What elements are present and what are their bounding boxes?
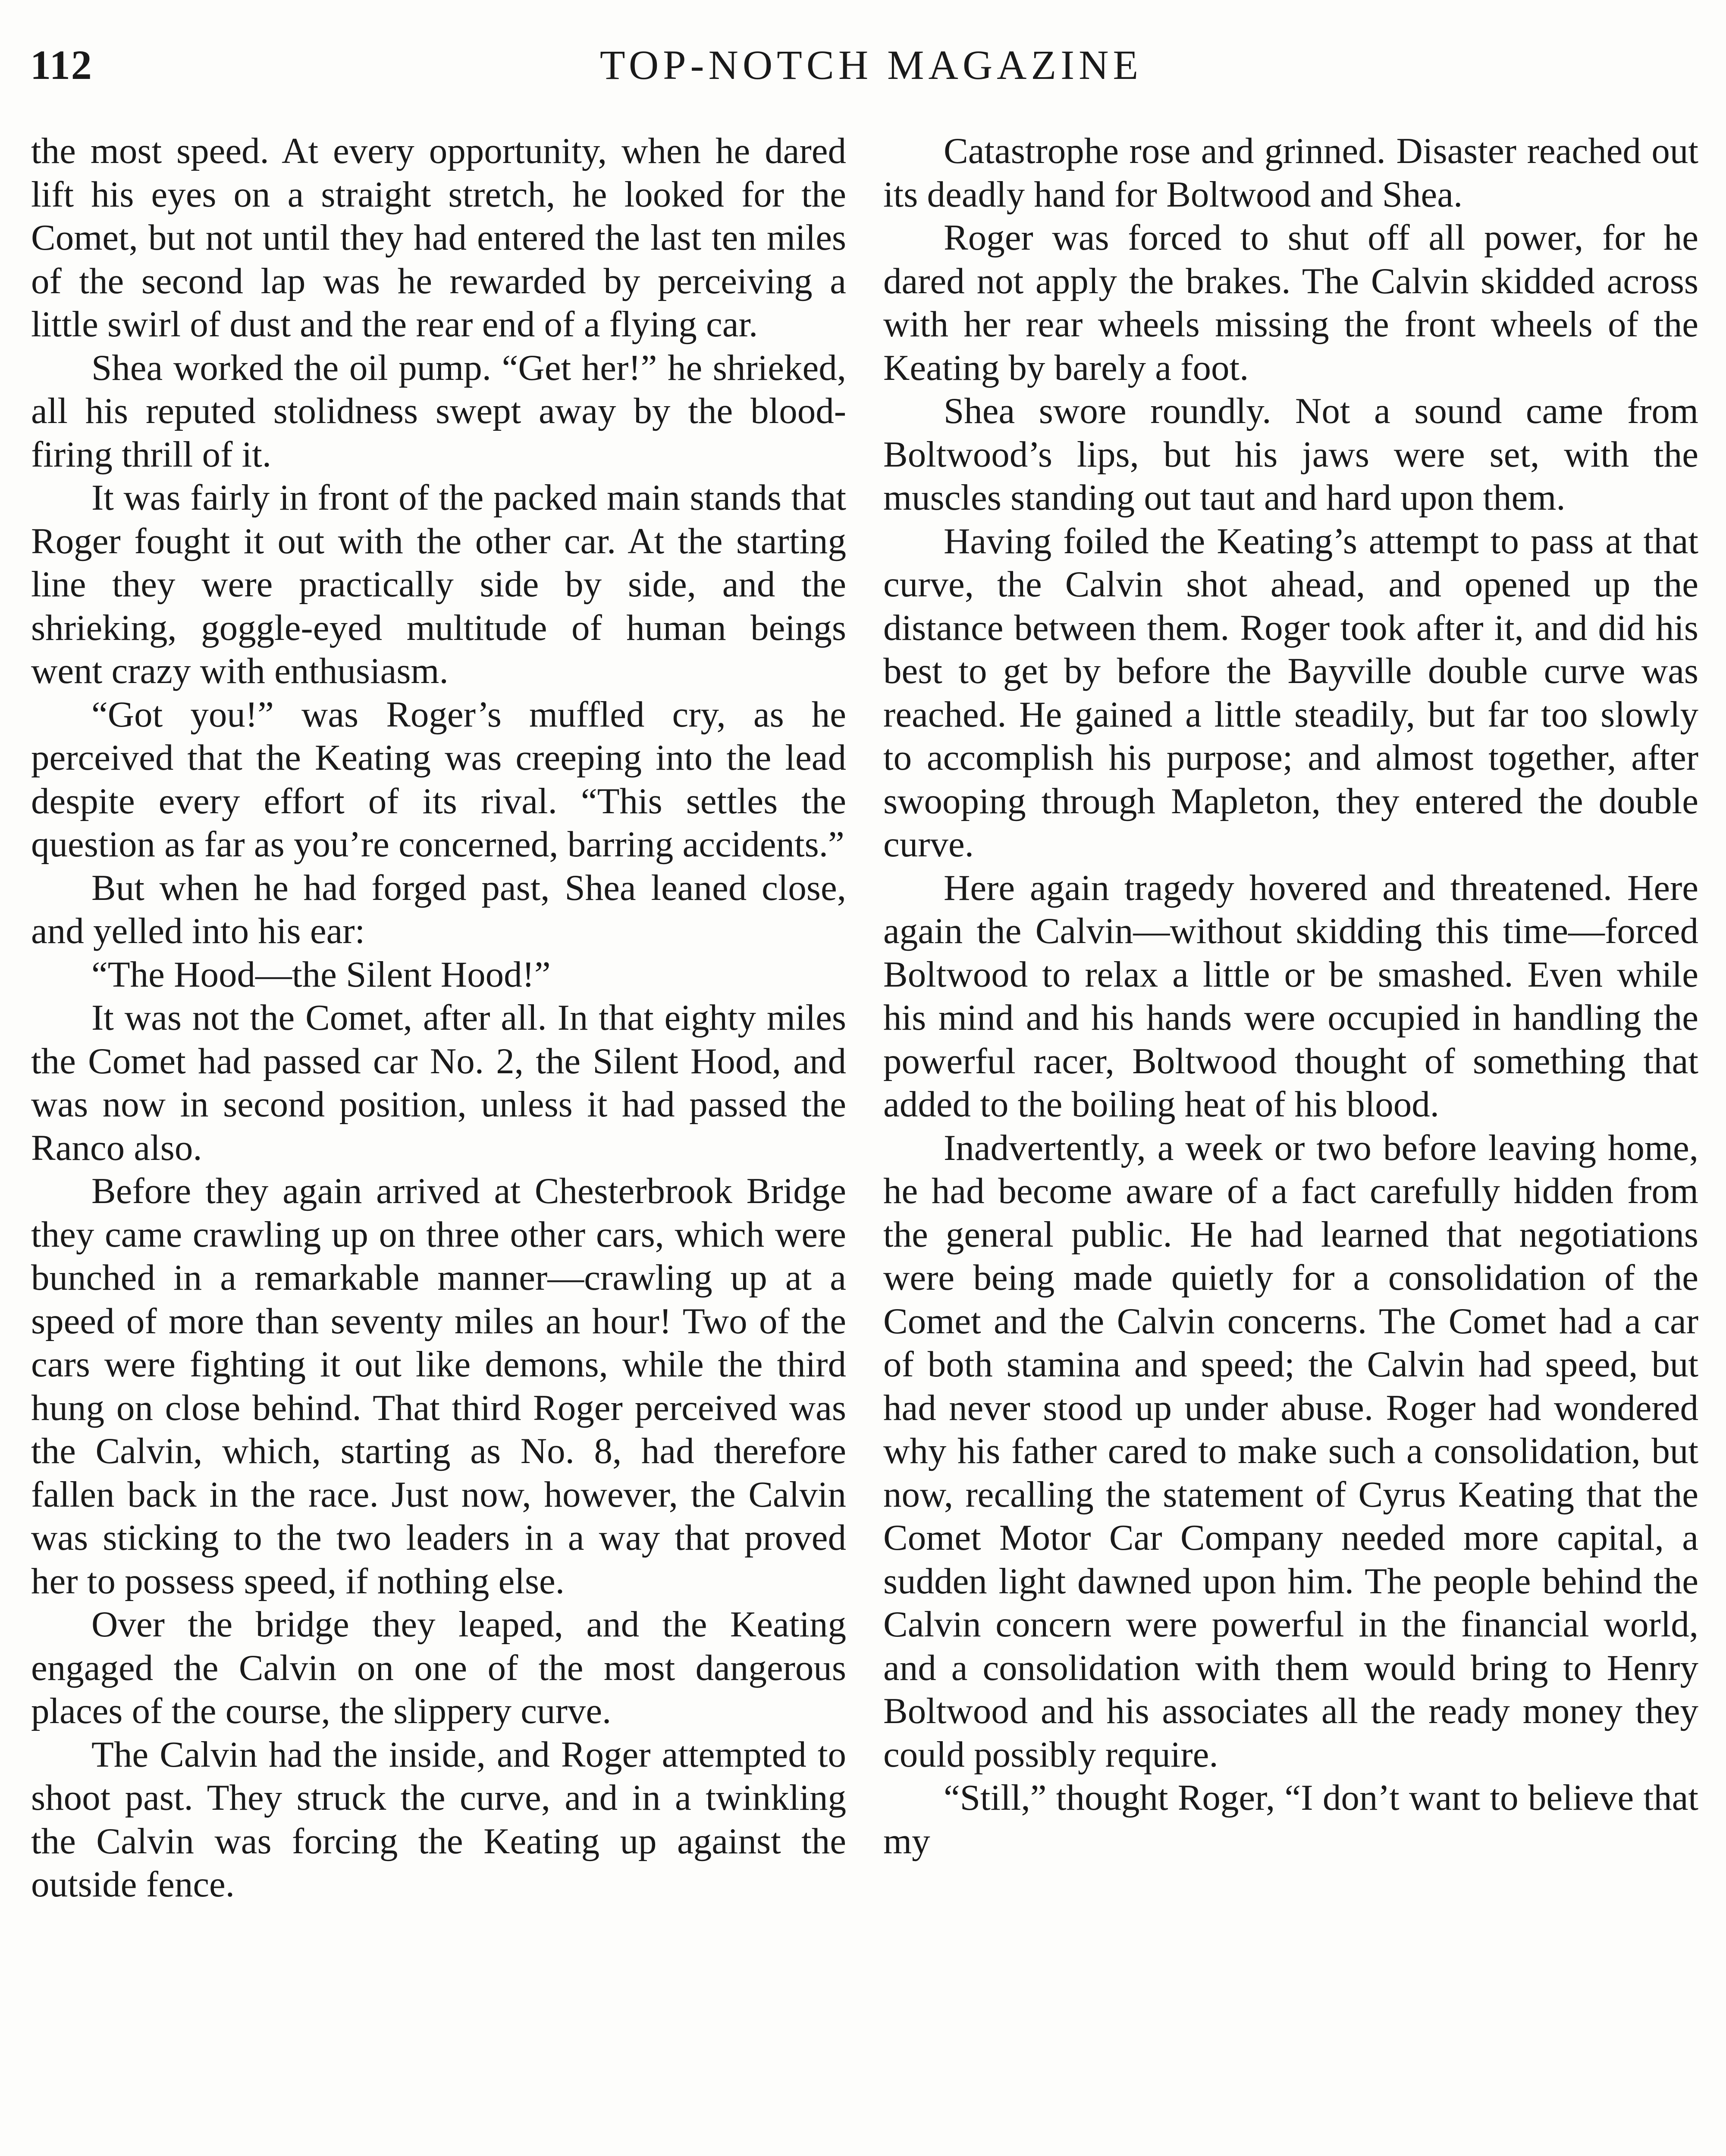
paragraph: Before they again arrived at Chesterbrook Bridge they came crawling up on three other cars, which were bunched in a remarkable manner—crawling up at a speed of more than seventy miles an hour! Two of the cars were fighting it out like demons, while the third hung on close behind. That third Roger perceived was the Calvin, which, starting as No. 8, had therefore fallen back in the race. Just now, however, the Calvin was sticking to the two leaders in a way that proved her to possess speed, if nothing else.	[31, 1171, 846, 1601]
paragraph: “Got you!” was Roger’s muffled cry, as he perceived that the Keating was creeping into the lead despite every effort of its rival. “This settles the question as far as you’re concerned, barring accidents.”	[31, 694, 846, 865]
paragraph: the most speed. At every opportunity, when he dared lift his eyes on a straight stretch, he looked for the Comet, but not until they had entered the last ten miles of the second lap was he rewarded by perceiving a little swirl of dust and the rear end of a flying car.	[31, 131, 846, 345]
paragraph: “Still,” thought Roger, “I don’t want to believe that my	[883, 1777, 1698, 1861]
page-header	[30, 41, 1696, 97]
paragraph: Roger was forced to shut off all power, for he dared not apply the brakes. The Calvin skidded across with her rear wheels missing the front wheels of the Keating by barely a foot.	[883, 217, 1698, 388]
paragraph: Shea worked the oil pump. “Get her!” he shrieked, all his reputed stolidness swept away by the blood-firing thrill of it.	[31, 347, 846, 475]
page-number: 112	[30, 42, 93, 88]
paragraph: The Calvin had the inside, and Roger attempted to shoot past. They struck the curve, and in a twinkling the Calvin was forcing the Keating up against the outside fence.	[31, 1734, 846, 1905]
paragraph: “The Hood—the Silent Hood!”	[91, 954, 551, 995]
paragraph: Inadvertently, a week or two before leaving home, he had become aware of a fact carefully hidden from the general public. He had learned that negotiations were being made quietly for a consolidation of the Comet and the Calvin concerns. The Comet had a car of both stamina and speed; the Calvin had speed, but had never stood up under abuse. Roger had wondered why his father cared to make such a consolidation, but now, recalling the statement of Cyrus Keating that the Comet Motor Car Company needed more capital, a sudden light dawned upon him. The people behind the Calvin concern were powerful in the financial world, and a consolidation with them would bring to Henry Boltwood and his associates all the ready money they could possibly require.	[883, 1127, 1698, 1775]
paragraph: It was fairly in front of the packed main stands that Roger fought it out with the other car. At the starting line they were practically side by side, and the shrieking, goggle-eyed multitude of human beings went crazy with enthusiasm.	[31, 477, 846, 691]
paragraph: Over the bridge they leaped, and the Keating engaged the Calvin on one of the most dangerous places of the course, the slippery curve.	[31, 1604, 846, 1731]
right-column	[883, 129, 1698, 1863]
left-column	[31, 129, 846, 1906]
paragraph: It was not the Comet, after all. In that eighty miles the Comet had passed car No. 2, the Silent Hood, and was now in second position, unless it had passed the Ranco also.	[31, 997, 846, 1168]
paragraph: Having foiled the Keating’s attempt to pass at that curve, the Calvin shot ahead, and opened up the distance between them. Roger took after it, and did his best to get by before the Bayville double curve was reached. He gained a little steadily, but far too slowly to accomplish his purpose; and almost together, after swooping through Mapleton, they entered the double curve.	[883, 520, 1698, 865]
paragraph: Catastrophe rose and grinned. Disaster reached out its deadly hand for Boltwood and Shea.	[883, 131, 1698, 215]
paragraph: Here again tragedy hovered and threatened. Here again the Calvin—without skidding this time—forced Boltwood to relax a little or be smashed. Even while his mind and his hands were occupied in handling the powerful racer, Boltwood thought of something that added to the boiling heat of his blood.	[883, 867, 1698, 1125]
paragraph: Shea swore roundly. Not a sound came from Boltwood’s lips, but his jaws were set, with the muscles standing out taut and hard upon them.	[883, 391, 1698, 518]
running-head: TOP-NOTCH MAGAZINE	[599, 42, 1143, 88]
paragraph: But when he had forged past, Shea leaned close, and yelled into his ear:	[31, 867, 846, 951]
